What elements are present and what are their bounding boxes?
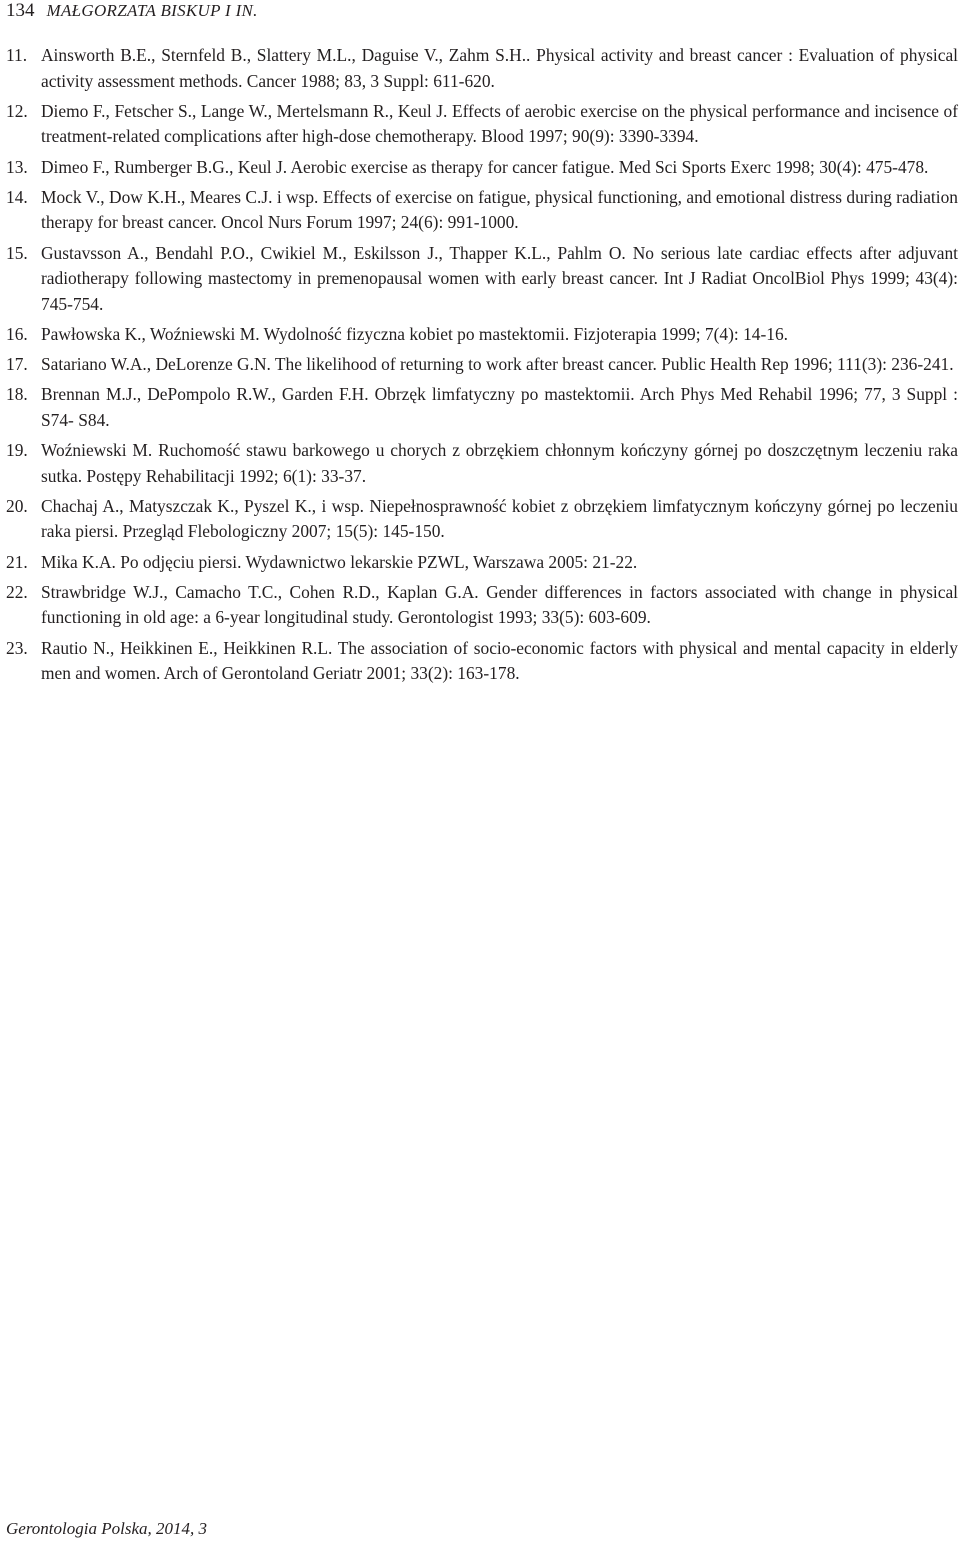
reference-text: Brennan M.J., DePompolo R.W., Garden F.H. Obrzęk limfatyczny po mastektomii. Arch Phys Med Rehabil 1996; 77, 3 Suppl : S74- S84. — [41, 384, 958, 430]
reference-text: Ainsworth B.E., Sternfeld B., Slattery M.L., Daguise V., Zahm S.H.. Physical activity and breast cancer : Evaluation of physical activity assessment methods. Cancer 1988; 83, 3 Suppl: 611-620. — [41, 45, 958, 91]
reference-text: Rautio N., Heikkinen E., Heikkinen R.L. The association of socio-economic factors with physical and mental capacity in elderly men and women. Arch of Gerontoland Geriatr 2001; 33(2): 163-178. — [41, 637, 958, 684]
reference-number: 23. — [6, 637, 28, 658]
reference-number: 11. — [6, 45, 28, 65]
reference-text: Diemo F., Fetscher S., Lange W., Mertelsmann R., Keul J. Effects of aerobic exercise on the physical performance and incisence of treatment-related complications after high-dose chemotherapy. Blood 1997; 90(9): 3390-3394. — [41, 100, 958, 147]
reference-text: Woźniewski M. Ruchomość stawu barkowego u chorych z obrzękiem chłonnym kończyny górnej po doszczętnym leczeniu raka sutka. Postępy Rehabilitacji 1992; 6(1): 33-37. — [41, 440, 958, 486]
reference-text: Mika K.A. Po odjęciu piersi. Wydawnictwo lekarskie PZWL, Warszawa 2005: 21-22. — [41, 551, 638, 572]
reference-text: Gustavsson A., Bendahl P.O., Cwikiel M., Eskilsson J., Thapper K.L., Pahlm O. No serious late cardiac effects after adjuvant radiotherapy following mastectomy in premenopausal women with early breast cancer. Int J Radiat OncolBiol Phys 1999; 43(4): 745-754. — [41, 242, 958, 314]
reference-text: Chachaj A., Matyszczak K., Pyszel K., i wsp. Niepełnosprawność kobiet z obrzękiem limfatycznym kończyny górnej po leczeniu raka piersi. Przegląd Flebologiczny 2007; 15(5): 145-150. — [41, 495, 958, 542]
reference-number: 14. — [6, 186, 28, 207]
reference-number: 13. — [6, 156, 28, 177]
reference-item — [6, 99, 958, 150]
page-number: 134 — [6, 0, 35, 21]
reference-item — [6, 580, 958, 631]
reference-item — [6, 185, 958, 236]
page-footer: Gerontologia Polska, 2014, 3 — [6, 1519, 207, 1538]
reference-item — [6, 241, 958, 318]
reference-item — [6, 550, 958, 576]
reference-item — [6, 636, 958, 687]
reference-item — [6, 352, 958, 378]
page-header — [6, 0, 258, 30]
reference-number: 19. — [6, 440, 28, 461]
reference-number: 16. — [6, 323, 28, 344]
reference-text: Pawłowska K., Woźniewski M. Wydolność fizyczna kobiet po mastektomii. Fizjoterapia 1999; 7(4): 14-16. — [41, 323, 788, 344]
reference-number: 17. — [6, 354, 28, 375]
reference-number: 20. — [6, 495, 28, 516]
reference-item — [6, 322, 958, 348]
reference-text: Dimeo F., Rumberger B.G., Keul J. Aerobic exercise as therapy for cancer fatigue. Med Sci Sports Exerc 1998; 30(4): 475-478. — [41, 156, 929, 177]
reference-number: 21. — [6, 551, 28, 572]
reference-text: Mock V., Dow K.H., Meares C.J. i wsp. Effects of exercise on fatigue, physical functioning, and emotional distress during radiation therapy for breast cancer. Oncol Nurs Forum 1997; 24(6): 991-1000. — [41, 186, 958, 233]
reference-list — [6, 43, 958, 691]
reference-number: 12. — [6, 100, 28, 121]
reference-text: Satariano W.A., DeLorenze G.N. The likelihood of returning to work after breast cancer. Public Health Rep 1996; 111(3): 236-241. — [41, 354, 954, 375]
reference-item — [6, 438, 958, 489]
reference-number: 22. — [6, 581, 28, 602]
running-head: MAŁGORZATA BISKUP I IN. — [46, 1, 258, 20]
reference-text: Strawbridge W.J., Camacho T.C., Cohen R.D., Kaplan G.A. Gender differences in factors associated with change in physical functioning in old age: a 6-year longitudinal study. Gerontologist 1993; 33(5): 603-609. — [41, 581, 958, 628]
reference-number: 18. — [6, 384, 28, 405]
reference-item — [6, 494, 958, 545]
reference-number: 15. — [6, 242, 28, 263]
reference-item — [6, 43, 958, 94]
reference-item — [6, 155, 958, 181]
reference-item — [6, 382, 958, 433]
